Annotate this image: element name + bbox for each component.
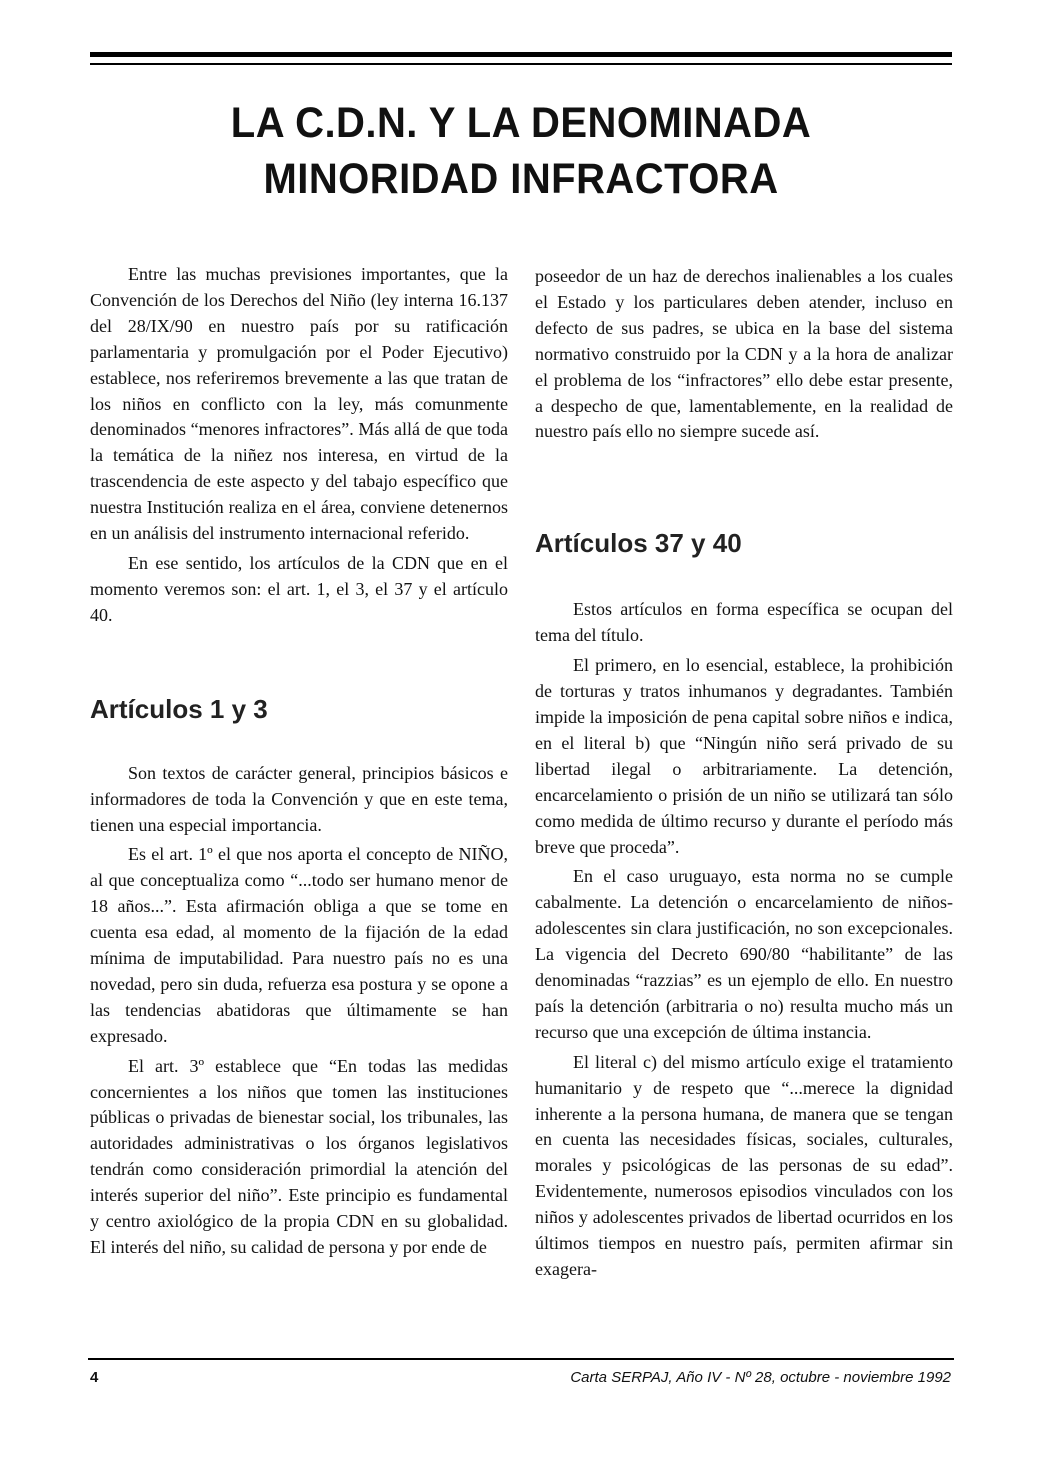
section-heading-articulos-1-y-3: Artículos 1 y 3 [90,693,268,724]
title-line-1: LA C.D.N. Y LA DENOMINADA [230,99,812,147]
body-paragraph: El art. 3º establece que “En todas las medidas concernientes a los niños que tomen las instituciones públicas o privadas de bienestar social, los tribunales, las autoridades administrativas o los órganos legislativos tendrán como consideración primordial la atención del interés superior del niño”. Este principio es fundamental y centro axiológico de la propia CDN en su globalidad. El interés del niño, su calidad de persona y por ende de [90,1055,508,1257]
body-paragraph: El literal c) del mismo artículo exige el tratamiento humanitario y de respeto que “...merece la dignidad inherente a la persona humana, de manera que se tengan en cuenta las necesidades físicas, sociales, culturales, morales y psicológicas de las personas de su edad”. Evidentemente, numerosos episodios vinculados con los niños y adolescentes privados de libertad ocurridos en los últimos tiempos en nuestro país, permiten afirmar sin exagera- [535,1051,953,1279]
section-heading-articulos-37-y-40: Artículos 37 y 40 [535,528,742,559]
body-paragraph: En el caso uruguayo, esta norma no se cumple cabalmente. La detención o encarcelamiento de niños-adolescentes sin clara justificación, no son excepcionales. La vigencia del Decreto 690/80 “habilitante” de las denominadas “razzias” es un ejemplo de ello. En nuestro país la detención (arbitraria o no) resulta mucho más un recurso que una excepción de última instancia. [535,866,953,1042]
intro-paragraph: Entre las muchas previsiones importantes, que la Convención de los Derechos del Niño (ley interna 16.137 del 28/IX/90 en nuestro país por su ratificación parlamentaria y promulgación por el Poder Ejecutivo) establece, nos referiremos brevemente a las que tratan de los niños en conflicto con la ley, más comunmente denominados “menores infractores”. Más allá de que toda la temática de la niñez nos interesa, en virtud de la trascendencia de este aspecto y del tabajo específico que nuestra Institución realiza en el área, conviene detenernos en un análisis del instrumento internacional referido. [90,264,508,544]
intro-paragraph: En ese sentido, los artículos de la CDN que en el momento veremos son: el art. 1, el 3, el 37 y el artículo 40. [90,552,508,625]
body-paragraph: Son textos de carácter general, principios básicos e informadores de toda la Convención y que en este tema, tienen una especial importancia. [90,762,508,835]
article-title [120,95,922,207]
footer-citation: Carta SERPAJ, Año IV - Nº 28, octubre - noviembre 1992 [570,1369,951,1386]
top-rule-thin [90,63,952,65]
top-rule [90,52,952,57]
footer-rule [88,1358,954,1360]
body-paragraph: Estos artículos en forma específica se ocupan del tema del título. [535,599,953,646]
left-column [90,262,508,1265]
continued-paragraph: poseedor de un haz de derechos inalienables a los cuales el Estado y los particulares deben atender, incluso en defecto de sus padres, se ubica en la base del sistema normativo construido por la CDN y a la hora de analizar el problema de los “infractores” ello debe estar presente, a despecho de que, lamentablemente, en la realidad de nuestro país ello no siempre sucede así. [535,266,953,442]
title-line-2: MINORIDAD INFRACTORA [263,155,779,203]
right-column [535,264,953,1287]
body-paragraph: Es el art. 1º el que nos aporta el concepto de NIÑO, al que conceptualiza como “...todo ser humano menor de 18 años...”. Esta afirmación obliga a que se tome en cuenta esa edad, al momento de la fijación de la edad mínima de imputabilidad. Para nuestro país no es una novedad, pero sin duda, refuerza esa postura y se opone a las tendencias abatidoras que últimamente se han expresado. [90,844,508,1046]
body-paragraph: El primero, en lo esencial, establece, la prohibición de torturas y tratos inhumanos y degradantes. También impide la imposición de pena capital sobre niños e indica, en el literal b) que “Ningún niño será privado de su libertad ilegal o arbitrariamente. La detención, encarcelamiento o prisión de un niño se utilizará tan sólo como medida de último recurso y durante el período más breve que proceda”. [535,655,953,857]
page-number: 4 [90,1369,99,1386]
